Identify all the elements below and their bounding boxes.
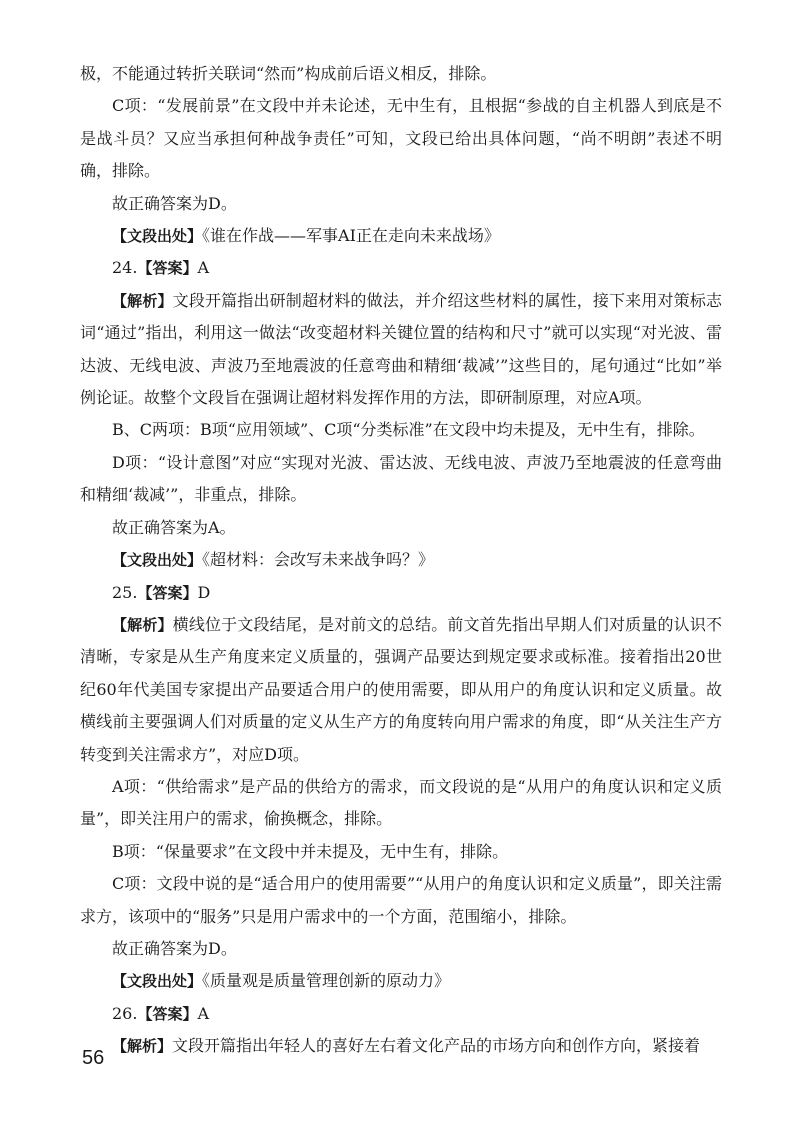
paragraph-text: 故正确答案为A。 (112, 517, 236, 537)
paragraph-text: 文段开篇指出研制超材料的做法，并介绍这些材料的属性，接下来用对策标志词“通过”指出，利用这一做法“改变超材料关键位置的结构和尺寸”就可以实现“对光波、雷达波、无线电波、声波乃至地震波的任意弯曲和精细‘裁减’”这些目的，尾句通过“比如”举例论证。故整个文段旨在强调让超材料发挥作用的方法，即研制原理，对应A项。 (80, 290, 722, 408)
paragraph (80, 836, 722, 868)
paragraph-text: 横线位于文段结尾，是对前文的总结。前文首先指出早期人们对质量的认识不清晰，专家是从生产角度来定义质量的，强调产品要达到规定要求或标准。接着指出20世纪60年代美国专家提出产品要适合用户的使用需要，即从用户的角度认识和定义质量。故横线前主要强调人们对质量的定义从生产方的角度转向用户需求的角度，即“从关注生产方转变到关注需求方”，对应D项。 (80, 614, 722, 764)
paragraph (80, 188, 722, 220)
paragraph (80, 868, 722, 933)
tagged-paragraph (80, 965, 722, 997)
paragraph-text: 故正确答案为D。 (112, 938, 237, 958)
paragraph-text: 文段开篇指出年轻人的喜好左右着文化产品的市场方向和创作方向，紧接着 (172, 1036, 701, 1056)
paragraph-text: 《质量观是质量管理创新的原动力》 (202, 971, 451, 991)
paragraph-text: A (197, 258, 210, 278)
answer-line (80, 998, 722, 1030)
paragraph-text: B、C两项：B项“应用领域”、C项“分类标准”在文段中均未提及，无中生有，排除。 (112, 420, 705, 440)
document-body (80, 58, 722, 1063)
answer-line (80, 252, 722, 284)
page-number: 56 (82, 1047, 105, 1069)
tagged-paragraph (80, 220, 722, 252)
section-tag: 【答案】 (137, 259, 198, 278)
paragraph (80, 933, 722, 965)
section-tag: 【答案】 (137, 1004, 198, 1023)
paragraph (80, 447, 722, 512)
paragraph-text: D项：“设计意图”对应“实现对光波、雷达波、无线电波、声波乃至地震波的任意弯曲和精细‘裁减’”，非重点，排除。 (80, 452, 722, 505)
section-tag: 【文段出处】 (112, 972, 203, 991)
section-tag: 【文段出处】 (112, 551, 203, 570)
paragraph-text: 《超材料：会改写未来战争吗？》 (202, 550, 435, 570)
question-number: 25. (112, 582, 138, 602)
section-tag: 【解析】 (112, 1037, 173, 1056)
paragraph-text: 极，不能通过转折关联词“然而”构成前后语义相反，排除。 (80, 64, 497, 83)
question-number: 24. (112, 258, 138, 278)
tagged-paragraph (80, 609, 722, 771)
paragraph-text: B项：“保量要求”在文段中并未提及，无中生有，排除。 (112, 841, 509, 861)
paragraph-text: A项：“供给需求”是产品的供给方的需求，而文段说的是“从用户的角度认识和定义质量”，即关注用户的需求，偷换概念，排除。 (80, 776, 722, 829)
paragraph-text: D (197, 582, 211, 602)
paragraph (80, 771, 722, 836)
answer-line (80, 577, 722, 609)
paragraph (80, 414, 722, 446)
tagged-paragraph (80, 1030, 722, 1062)
paragraph (80, 512, 722, 544)
paragraph-text: C项：“发展前景”在文段中并未论述，无中生有，且根据“参战的自主机器人到底是不是战斗员？又应当承担何种战争责任”可知，文段已给出具体问题，“尚不明朗”表述不明确，排除。 (80, 96, 722, 181)
paragraph (80, 90, 722, 187)
section-tag: 【答案】 (137, 583, 198, 602)
paragraph-text: 《谁在作战——军事AI正在走向未来战场》 (202, 226, 500, 246)
section-tag: 【解析】 (112, 615, 173, 634)
tagged-paragraph (80, 285, 722, 415)
section-tag: 【文段出处】 (112, 227, 203, 246)
question-number: 26. (112, 1003, 138, 1023)
paragraph-text: 故正确答案为D。 (112, 193, 237, 213)
paragraph (80, 58, 722, 90)
section-tag: 【解析】 (112, 291, 173, 310)
tagged-paragraph (80, 544, 722, 576)
paragraph-text: C项：文段中说的是“适合用户的使用需要”“从用户的角度认识和定义质量”，即关注需求方，该项中的“服务”只是用户需求中的一个方面，范围缩小，排除。 (80, 874, 722, 926)
paragraph-text: A (197, 1003, 210, 1023)
